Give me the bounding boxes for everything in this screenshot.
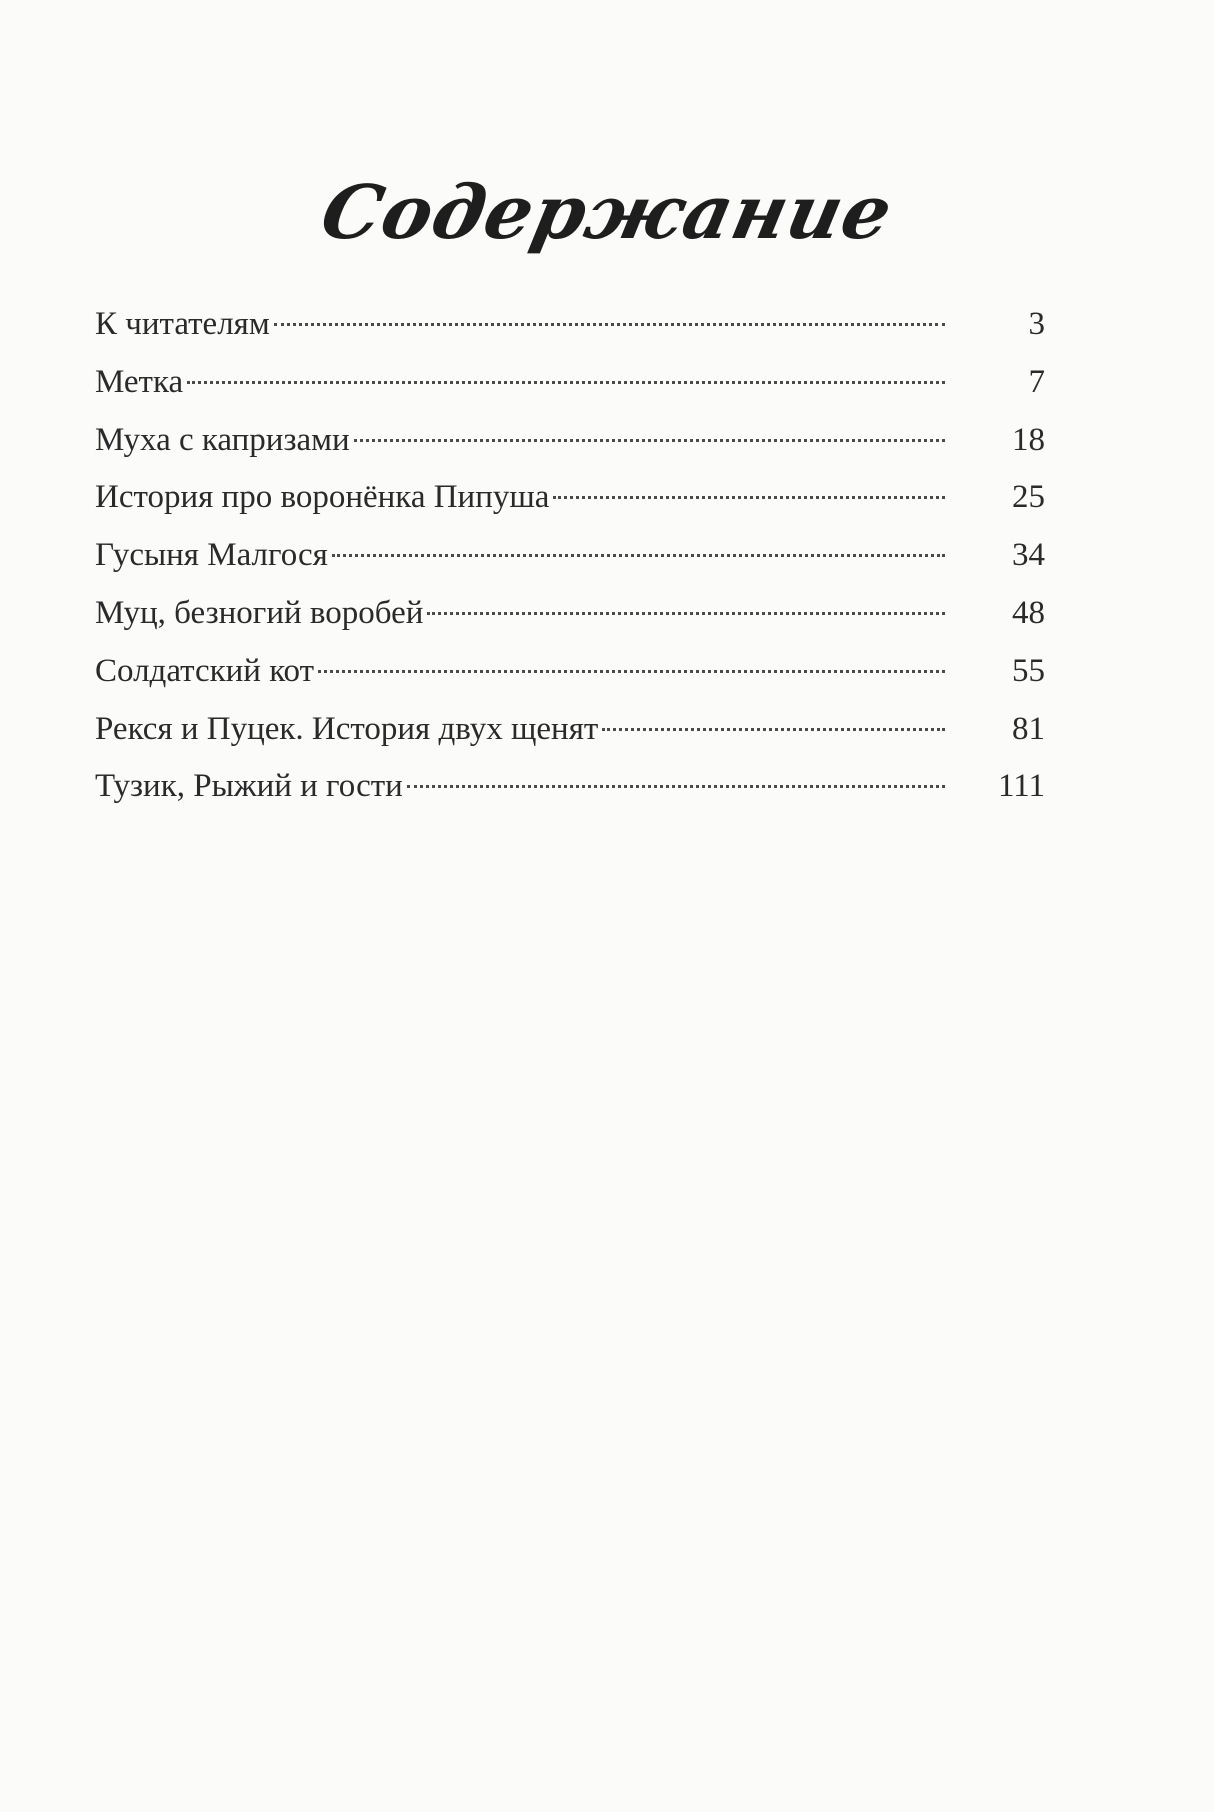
toc-entry: [95, 585, 1045, 643]
table-of-contents: [95, 296, 1045, 816]
entry-title: Гусыня Малгося: [95, 537, 328, 574]
toc-entry: [95, 354, 1045, 412]
dot-leader: [427, 612, 945, 615]
dot-leader: [407, 785, 945, 788]
toc-entry: [95, 296, 1045, 354]
entry-title: Рекся и Пуцек. История двух щенят: [95, 710, 599, 747]
entry-title: История про воронёнка Пипуша: [95, 479, 550, 516]
dot-leader: [354, 439, 945, 442]
dot-leader: [332, 554, 945, 557]
toc-entry: [95, 643, 1045, 701]
entry-title: Солдатский кот: [95, 652, 315, 689]
entry-title: Тузик, Рыжий и гости: [95, 768, 403, 805]
toc-entry: [95, 527, 1045, 585]
entry-page-number: 55: [1012, 652, 1045, 689]
toc-entry: [95, 412, 1045, 470]
toc-entry: [95, 701, 1045, 759]
entry-page-number: 7: [1028, 363, 1045, 400]
entry-page-number: 3: [1028, 306, 1045, 342]
dot-leader: [602, 728, 945, 731]
dot-leader: [553, 496, 945, 499]
entry-title: Муха с капризами: [95, 421, 350, 458]
entry-title: Муц, безногий воробей: [95, 594, 424, 631]
dot-leader: [187, 381, 945, 384]
toc-entry: [95, 758, 1045, 816]
entry-page-number: 18: [1012, 421, 1045, 458]
entry-page-number: 81: [1012, 710, 1045, 747]
toc-entry: [95, 469, 1045, 527]
dot-leader: [318, 670, 945, 673]
entry-page-number: 111: [997, 768, 1045, 805]
entry-page-number: 48: [1012, 594, 1045, 631]
entry-title: Метка: [95, 363, 184, 400]
dot-leader: [274, 323, 945, 326]
entry-title: К читателям: [95, 306, 270, 342]
page-title: Содержание: [313, 169, 901, 256]
entry-page-number: 34: [1012, 537, 1045, 574]
entry-page-number: 25: [1012, 479, 1045, 516]
